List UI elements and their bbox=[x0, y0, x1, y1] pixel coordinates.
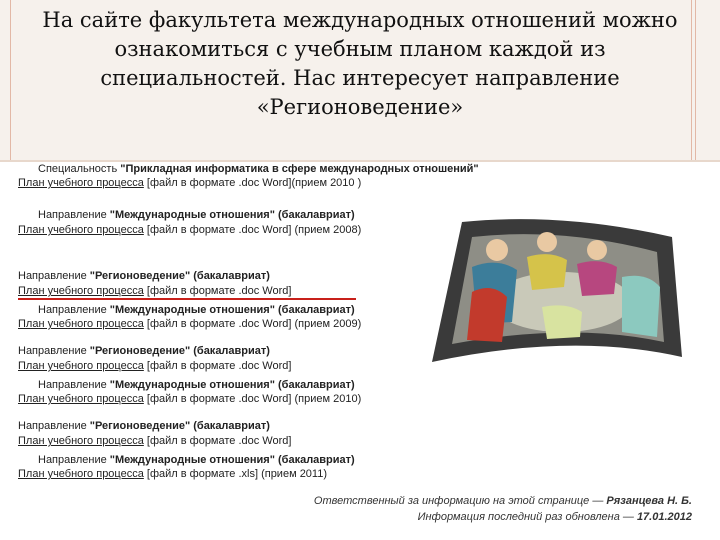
file-info[interactable]: [файл в формате .doc Word](прием 2010 ) bbox=[146, 177, 362, 189]
curriculum-link[interactable]: План учебного процесса bbox=[18, 393, 144, 405]
entry-type: Направление bbox=[18, 345, 87, 357]
entry-type: Специальность bbox=[38, 163, 118, 175]
highlight-underline bbox=[18, 298, 356, 300]
updated-label: Информация последний раз обновлена — bbox=[417, 511, 634, 523]
updated-info bbox=[418, 511, 692, 523]
title-panel bbox=[0, 0, 720, 160]
decorative-line bbox=[10, 0, 11, 160]
entry-name: "Международные отношения" (бакалавриат) bbox=[109, 379, 355, 391]
entry-type: Направление bbox=[18, 270, 87, 282]
responsible-label: Ответственный за информацию на этой странице — bbox=[313, 495, 604, 507]
entry-name: "Регионоведение" (бакалавриат) bbox=[89, 270, 270, 282]
entry-name: "Международные отношения" (бакалавриат) bbox=[109, 209, 355, 221]
file-info[interactable]: [файл в формате .doc Word] (прием 2010) bbox=[146, 393, 362, 405]
curriculum-link[interactable]: План учебного процесса bbox=[18, 285, 144, 297]
clipart-person bbox=[622, 276, 660, 337]
entry-name: "Регионоведение" (бакалавриат) bbox=[89, 345, 270, 357]
entry-type: Направление bbox=[38, 209, 107, 221]
clipart-person bbox=[542, 305, 582, 339]
entry-name: "Международные отношения" (бакалавриат) bbox=[109, 454, 355, 466]
file-info[interactable]: [файл в формате .xls] (прием 2011) bbox=[146, 468, 328, 480]
entry-type: Направление bbox=[38, 304, 107, 316]
clipart-person bbox=[467, 288, 507, 342]
entry-type: Направление bbox=[38, 379, 107, 391]
entry-type: Направление bbox=[18, 420, 87, 432]
file-info[interactable]: [файл в формате .doc Word] bbox=[146, 285, 292, 297]
curriculum-link[interactable]: План учебного процесса bbox=[18, 360, 144, 372]
entry-name: "Прикладная информатика в сфере международных отношений" bbox=[120, 163, 479, 175]
clipart-head bbox=[537, 232, 557, 252]
clipart-person bbox=[577, 261, 617, 296]
responsible-name: Рязанцева Н. Б. bbox=[606, 495, 692, 507]
people-collaboration-clipart bbox=[432, 212, 682, 362]
file-info[interactable]: [файл в формате .doc Word] bbox=[146, 360, 292, 372]
clipart-person bbox=[527, 254, 567, 290]
file-info[interactable]: [файл в формате .doc Word] (прием 2009) bbox=[146, 318, 362, 330]
curriculum-link[interactable]: План учебного процесса bbox=[18, 468, 144, 480]
entry-name: "Международные отношения" (бакалавриат) bbox=[109, 304, 355, 316]
clipart-head bbox=[587, 240, 607, 260]
clipart-head bbox=[486, 239, 508, 261]
entry-name: "Регионоведение" (бакалавриат) bbox=[89, 420, 270, 432]
file-info[interactable]: [файл в формате .doc Word] (прием 2008) bbox=[146, 224, 362, 236]
divider bbox=[0, 160, 720, 162]
entry-type: Направление bbox=[38, 454, 107, 466]
slide-title: На сайте факультета международных отношений можно ознакомиться с учебным планом каждой из специальностей. Нас интересует направление «Регионоведение» bbox=[42, 8, 678, 119]
curriculum-link[interactable]: План учебного процесса bbox=[18, 224, 144, 236]
responsible-info bbox=[314, 495, 692, 507]
curriculum-link[interactable]: План учебного процесса bbox=[18, 177, 144, 189]
updated-date: 17.01.2012 bbox=[636, 511, 692, 523]
curriculum-link[interactable]: План учебного процесса bbox=[18, 318, 144, 330]
file-info[interactable]: [файл в формате .doc Word] bbox=[146, 435, 292, 447]
curriculum-link[interactable]: План учебного процесса bbox=[18, 435, 144, 447]
